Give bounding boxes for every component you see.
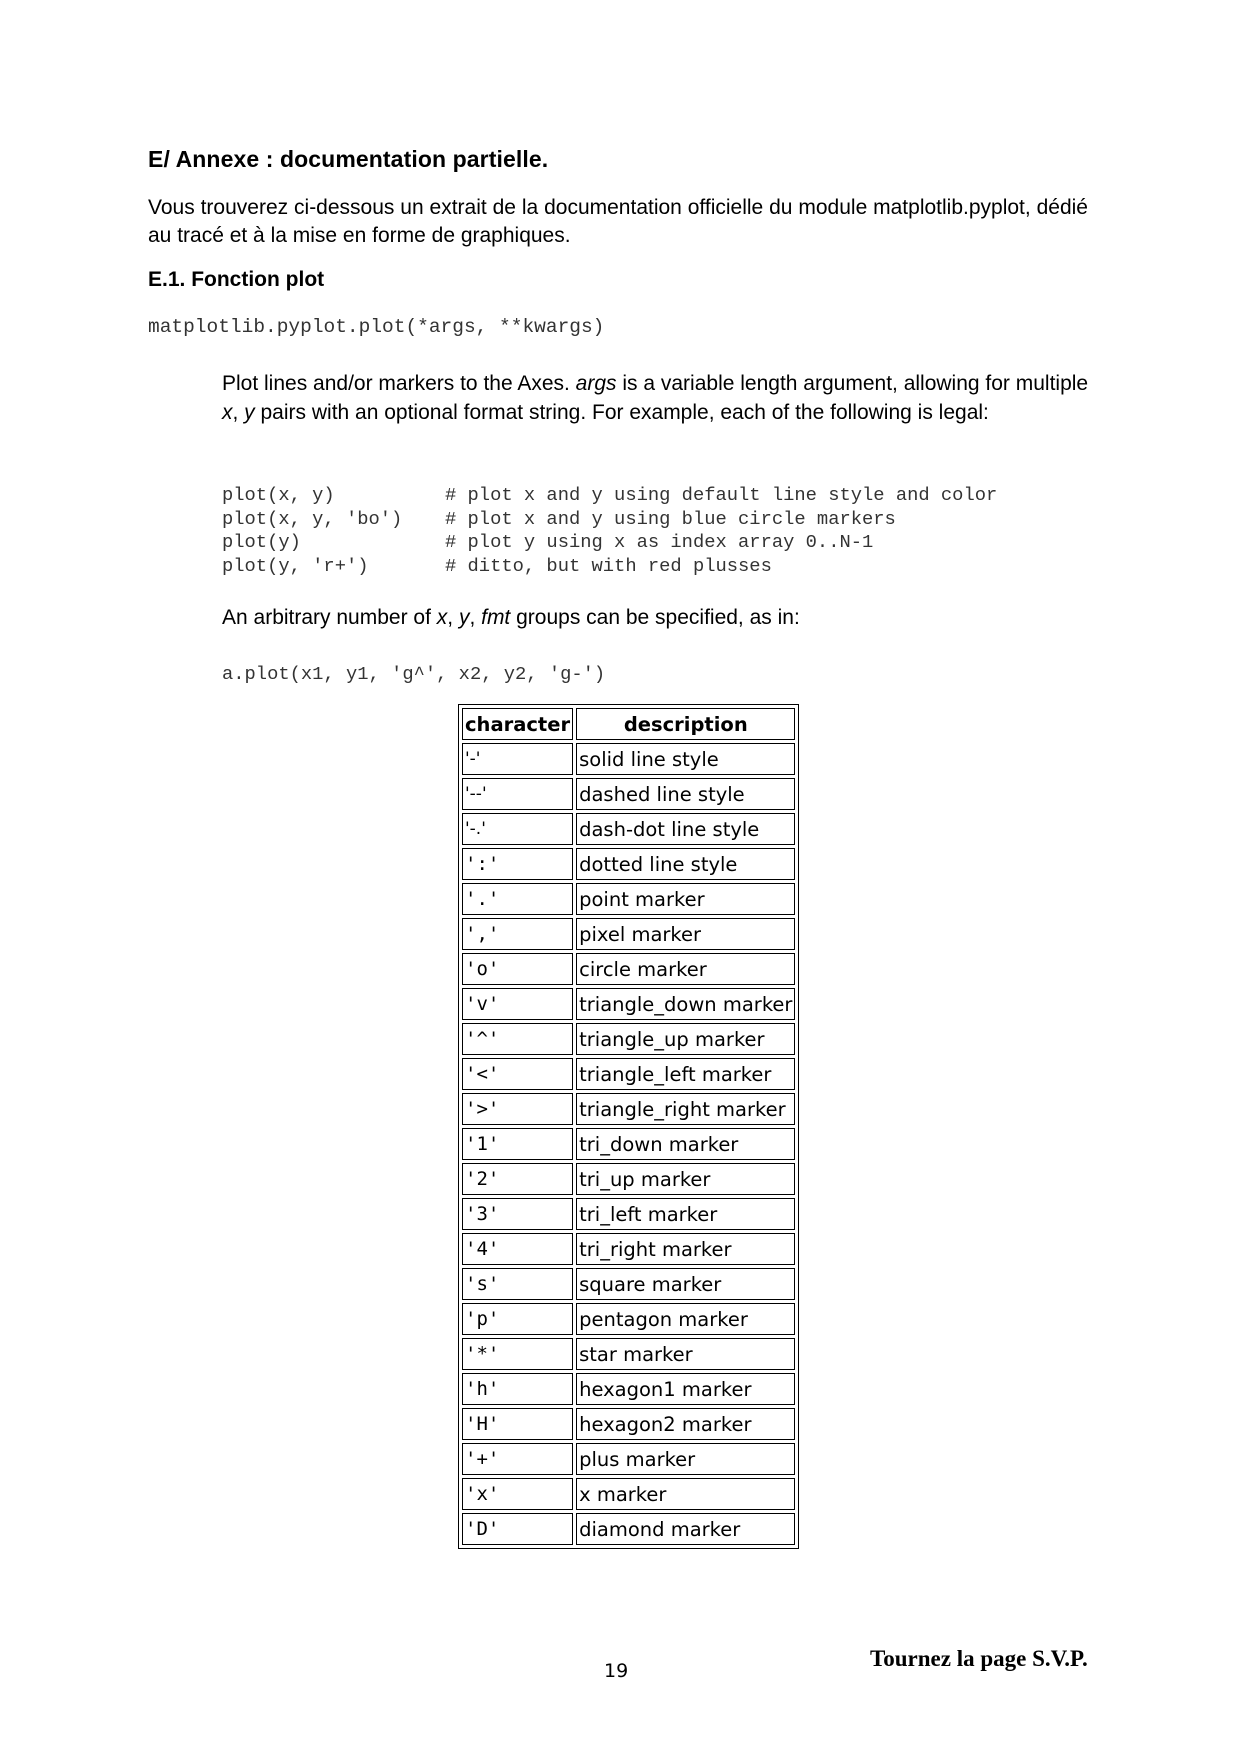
code-comment: # plot y using x as index array 0..N-1 <box>445 531 874 553</box>
character-cell: '3' <box>462 1198 573 1230</box>
table-row <box>462 1373 795 1405</box>
page-number: 19 <box>604 1660 629 1682</box>
character-cell: 'H' <box>462 1408 573 1440</box>
description-cell: pixel marker <box>576 918 795 950</box>
description-cell: triangle_left marker <box>576 1058 795 1090</box>
footer-note: Tournez la page S.V.P. <box>870 1646 1088 1671</box>
character-cell: 'x' <box>462 1478 573 1510</box>
groups-paragraph <box>222 606 800 630</box>
character-cell: '>' <box>462 1093 573 1125</box>
table-row <box>462 988 795 1020</box>
description-cell: square marker <box>576 1268 795 1300</box>
header-character: character <box>462 708 573 740</box>
table-row <box>462 1268 795 1300</box>
desc-text: is a variable length argument, allowing for multiple <box>616 372 1089 395</box>
description-cell: diamond marker <box>576 1513 795 1545</box>
table-body <box>462 743 795 1545</box>
code-call: plot(y, 'r+') <box>222 554 369 577</box>
desc-text: Plot lines and/or markers to the Axes. <box>222 372 576 395</box>
table-row <box>462 848 795 880</box>
code-line <box>222 508 997 532</box>
code-line <box>222 531 997 555</box>
character-cell: 'h' <box>462 1373 573 1405</box>
character-cell: ':' <box>462 848 573 880</box>
code-call: plot(x, y) <box>222 484 335 506</box>
table-row <box>462 1443 795 1475</box>
table-header-row <box>462 708 795 740</box>
table-row <box>462 1058 795 1090</box>
description-cell: star marker <box>576 1338 795 1370</box>
character-cell: '+' <box>462 1443 573 1475</box>
description-cell: solid line style <box>576 743 795 775</box>
description-cell: tri_right marker <box>576 1233 795 1265</box>
description-cell: dashed line style <box>576 778 795 810</box>
format-character-table <box>458 704 799 1549</box>
code-line <box>222 484 997 508</box>
description-cell: tri_down marker <box>576 1128 795 1160</box>
character-cell: '*' <box>462 1338 573 1370</box>
code-call: plot(y) <box>222 531 301 553</box>
table-row <box>462 1513 795 1545</box>
desc-text: pairs with an optional format string. For example, each of the following is legal: <box>254 400 989 424</box>
table-row <box>462 1128 795 1160</box>
groups-text: , <box>447 606 459 629</box>
character-cell: 'p' <box>462 1303 573 1335</box>
table-row <box>462 1478 795 1510</box>
table-row <box>462 813 795 845</box>
table-row <box>462 1408 795 1440</box>
character-cell: '2' <box>462 1163 573 1195</box>
character-cell: '^' <box>462 1023 573 1055</box>
plot-description <box>222 370 1102 427</box>
character-cell: '--' <box>462 778 573 810</box>
groups-fmt: fmt <box>481 606 511 629</box>
description-cell: triangle_down marker <box>576 988 795 1020</box>
table-row <box>462 1023 795 1055</box>
table-row <box>462 778 795 810</box>
description-cell: dash-dot line style <box>576 813 795 845</box>
description-cell: triangle_up marker <box>576 1023 795 1055</box>
intro-paragraph: Vous trouverez ci-dessous un extrait de la documentation officielle du module matplotlib.pyplot, dédié au tracé et à la mise en forme de graphiques. <box>148 196 1088 247</box>
groups-text: , <box>469 606 482 629</box>
table-row <box>462 1093 795 1125</box>
description-cell: triangle_right marker <box>576 1093 795 1125</box>
table-row <box>462 883 795 915</box>
code-examples <box>222 484 997 578</box>
desc-text: , <box>232 400 245 424</box>
code-comment: # plot x and y using default line style and color <box>445 484 998 506</box>
table-row <box>462 743 795 775</box>
code-comment: # plot x and y using blue circle markers <box>445 507 896 530</box>
character-cell: '-' <box>462 743 573 775</box>
section-title: E/ Annexe : documentation partielle. <box>148 146 549 172</box>
code-call: plot(x, y, 'bo') <box>222 507 403 530</box>
groups-text: groups can be specified, as in: <box>510 606 800 629</box>
description-cell: tri_left marker <box>576 1198 795 1230</box>
function-signature: matplotlib.pyplot.plot(*args, **kwargs) <box>148 316 605 338</box>
example-code: a.plot(x1, y1, 'g^', x2, y2, 'g-') <box>222 663 606 685</box>
description-cell: dotted line style <box>576 848 795 880</box>
groups-text: An arbitrary number of <box>222 606 437 629</box>
character-cell: 'v' <box>462 988 573 1020</box>
character-cell: 'o' <box>462 953 573 985</box>
character-cell: '1' <box>462 1128 573 1160</box>
character-cell: 's' <box>462 1268 573 1300</box>
character-cell: '4' <box>462 1233 573 1265</box>
table-row <box>462 918 795 950</box>
table-row <box>462 1233 795 1265</box>
code-line <box>222 555 997 579</box>
groups-y: y <box>458 606 470 629</box>
description-cell: point marker <box>576 883 795 915</box>
desc-args: args <box>575 372 617 395</box>
groups-x: x <box>436 606 448 629</box>
character-cell: '-.' <box>462 813 573 845</box>
description-cell: tri_up marker <box>576 1163 795 1195</box>
character-cell: ',' <box>462 918 573 950</box>
character-cell: 'D' <box>462 1513 573 1545</box>
header-description: description <box>576 708 795 740</box>
description-cell: circle marker <box>576 953 795 985</box>
character-cell: '.' <box>462 883 573 915</box>
character-cell: '<' <box>462 1058 573 1090</box>
table-row <box>462 1303 795 1335</box>
desc-x: x <box>222 400 233 424</box>
description-cell: hexagon2 marker <box>576 1408 795 1440</box>
description-cell: x marker <box>576 1478 795 1510</box>
table-row <box>462 1338 795 1370</box>
table-row <box>462 1163 795 1195</box>
subsection-title: E.1. Fonction plot <box>148 268 325 291</box>
table-row <box>462 1198 795 1230</box>
table-row <box>462 953 795 985</box>
description-cell: hexagon1 marker <box>576 1373 795 1405</box>
desc-y: y <box>244 400 255 424</box>
description-cell: pentagon marker <box>576 1303 795 1335</box>
description-cell: plus marker <box>576 1443 795 1475</box>
code-comment: # ditto, but with red plusses <box>445 554 772 577</box>
